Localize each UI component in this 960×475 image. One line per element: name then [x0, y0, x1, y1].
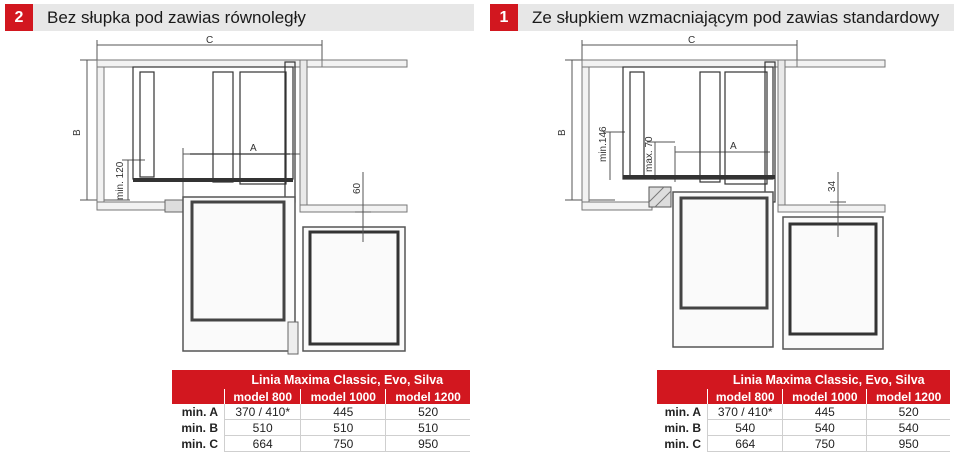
technical-drawing — [0, 32, 480, 362]
table-row: min. C 664 750 950 — [657, 436, 950, 452]
min-dim-label: min. 120 — [115, 161, 126, 200]
line-title: Linia Maxima Classic, Evo, Silva — [225, 370, 471, 389]
model-header: model 800 — [225, 389, 301, 404]
technical-drawing — [485, 32, 960, 362]
table-row: min. A 370 / 410* 445 520 — [657, 404, 950, 420]
dim-b-label: B — [72, 129, 83, 136]
dim-a-label: A — [250, 143, 257, 154]
model-header: model 1000 — [783, 389, 867, 404]
panel-title: Ze słupkiem wzmacniającym pod zawias standardowy — [532, 8, 940, 27]
panel-with-post — [485, 0, 960, 475]
dim-a-label: A — [730, 141, 737, 152]
model-header: model 800 — [708, 389, 783, 404]
min-dim-label: min.146 — [598, 126, 609, 162]
variant-number-badge: 1 — [490, 4, 518, 31]
model-header: model 1200 — [867, 389, 950, 404]
table-row: min. C 664 750 950 — [172, 436, 470, 452]
model-header: model 1200 — [386, 389, 470, 404]
dimension-table — [657, 370, 950, 452]
dim-b-label: B — [557, 129, 568, 136]
variant-number-badge: 2 — [5, 4, 33, 31]
max-dim-label: max. 70 — [644, 136, 655, 172]
table-row: min. B 540 540 540 — [657, 420, 950, 436]
dimension-table — [172, 370, 470, 452]
dim-c-label: C — [206, 35, 214, 46]
model-header: model 1000 — [301, 389, 386, 404]
table-row: min. A 370 / 410* 445 520 — [172, 404, 470, 420]
side-dim-label: 60 — [352, 182, 363, 194]
panel-header — [5, 4, 474, 31]
dim-c-label: C — [688, 35, 696, 46]
table-row: min. B 510 510 510 — [172, 420, 470, 436]
panel-header — [490, 4, 954, 31]
line-title: Linia Maxima Classic, Evo, Silva — [708, 370, 951, 389]
side-dim-label: 34 — [827, 180, 838, 192]
panel-title: Bez słupka pod zawias równoległy — [47, 8, 306, 27]
